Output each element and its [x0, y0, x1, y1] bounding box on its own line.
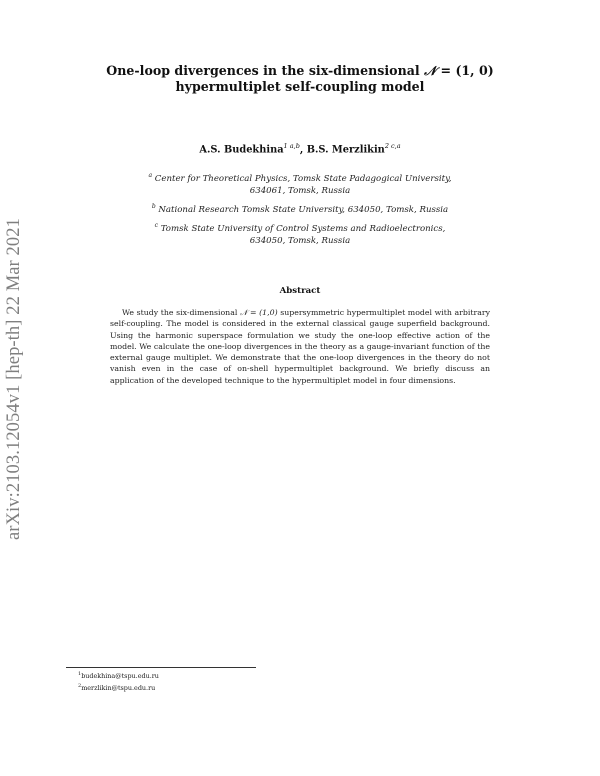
affiliation-mark: c [154, 222, 158, 229]
paper-title [80, 63, 520, 95]
footnote-email[interactable]: budekhina@tspu.edu.ru [81, 672, 159, 681]
abstract-text-rest: supersymmetric hypermultiplet model with arbitrary self-coupling. The model is considered in the external classical gauge superfield background. Using the harmonic superspace formulation we study the one-loop effective action of the model. We calculate the one-loop divergences in the theory as a gauge-invariant function of the external gauge multiplet. We demonstrate that the one-loop divergences in the theory do not vanish even in the case of on-shell hypermultiplet background. We briefly discuss an application of the developed technique to the hypermultiplet model in four dimensions. [110, 308, 490, 385]
affiliation-mark: a [148, 172, 153, 179]
author-1-name: A.S. Budekhina [199, 144, 284, 156]
title-line-1-text: One-loop divergences in the six-dimensional [106, 63, 425, 78]
footnote-divider [66, 667, 256, 668]
affiliation-line: 634061, Tomsk, Russia [249, 185, 351, 196]
affiliation-a [80, 170, 520, 197]
affiliation-mark: b [151, 203, 156, 210]
footnote-mark: 2 [78, 683, 82, 689]
author-2-sup: 2 c,a [384, 142, 401, 150]
author-1-sup: 1 a,b [283, 142, 300, 150]
title-line-1 [80, 63, 520, 79]
author-separator: , [299, 144, 307, 156]
abstract-heading: Abstract [279, 286, 321, 296]
affiliation-line: Center for Theoretical Physics, Tomsk State Padagogical University, [154, 173, 452, 184]
footnote-1 [78, 671, 159, 680]
abstract-math: 𝒩 = (1,0) [239, 308, 278, 317]
title-math-value: = (1, 0) [436, 63, 494, 78]
arxiv-identifier-stamp: arXiv:2103.12054v1 [hep-th] 22 Mar 2021 [4, 218, 24, 540]
footnote-mark: 1 [78, 671, 82, 677]
footnote-email[interactable]: merzlikin@tspu.edu.ru [81, 684, 156, 693]
title-line-2: hypermultiplet self-coupling model [175, 79, 425, 94]
affiliation-line: 634050, Tomsk, Russia [249, 235, 351, 246]
abstract-text-start: We study the six-dimensional [122, 308, 240, 317]
affiliation-line: National Research Tomsk State University, 634050, Tomsk, Russia [158, 204, 449, 215]
affiliation-line: Tomsk State University of Control Systems and Radioelectronics, [160, 223, 446, 234]
footnote-2 [78, 683, 155, 692]
author-list [80, 142, 520, 155]
abstract-body [110, 307, 490, 386]
author-2-name: B.S. Merzlikin [306, 144, 385, 156]
title-math-symbol: 𝒩 [424, 63, 437, 78]
affiliation-b [80, 201, 520, 216]
affiliation-c [80, 220, 520, 247]
